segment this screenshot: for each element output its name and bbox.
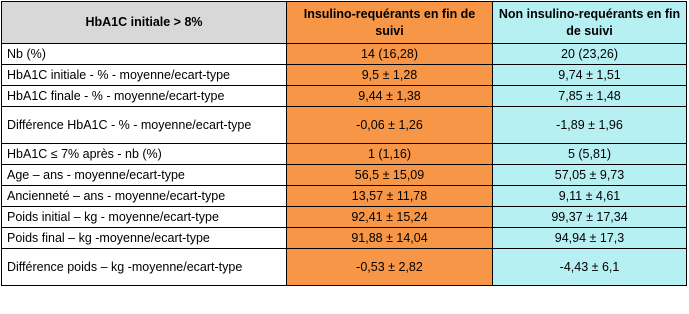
table-row (2, 65, 687, 86)
row-label: Age – ans - moyenne/ecart-type (2, 165, 287, 186)
table-row (2, 144, 687, 165)
non-insulin-cell: 99,37 ± 17,34 (493, 207, 687, 228)
table-row (2, 249, 687, 286)
header-insulin-required: Insulino-requérants en fin de suivi (287, 2, 493, 44)
insulin-cell: 13,57 ± 11,78 (287, 186, 493, 207)
row-label: Poids final – kg -moyenne/ecart-type (2, 228, 287, 249)
results-table (1, 1, 687, 286)
row-label: HbA1C initiale - % - moyenne/ecart-type (2, 65, 287, 86)
non-insulin-cell: 94,94 ± 17,3 (493, 228, 687, 249)
row-label: Nb (%) (2, 44, 287, 65)
insulin-cell: 56,5 ± 15,09 (287, 165, 493, 186)
row-label: Différence HbA1C - % - moyenne/ecart-type (2, 107, 287, 144)
header-non-insulin-required: Non insulino-requérants en fin de suivi (493, 2, 687, 44)
insulin-cell: 9,5 ± 1,28 (287, 65, 493, 86)
non-insulin-cell: -1,89 ± 1,96 (493, 107, 687, 144)
table-row (2, 86, 687, 107)
insulin-cell: 9,44 ± 1,38 (287, 86, 493, 107)
non-insulin-cell: 20 (23,26) (493, 44, 687, 65)
non-insulin-cell: 7,85 ± 1,48 (493, 86, 687, 107)
table-row (2, 228, 687, 249)
insulin-cell: 1 (1,16) (287, 144, 493, 165)
insulin-cell: -0,06 ± 1,26 (287, 107, 493, 144)
insulin-cell: 92,41 ± 15,24 (287, 207, 493, 228)
table-row (2, 165, 687, 186)
insulin-cell: -0,53 ± 2,82 (287, 249, 493, 286)
row-label: Poids initial – kg - moyenne/ecart-type (2, 207, 287, 228)
header-criteria-label: HbA1C initiale > 8% (2, 2, 287, 44)
non-insulin-cell: 9,74 ± 1,51 (493, 65, 687, 86)
row-label: Ancienneté – ans - moyenne/ecart-type (2, 186, 287, 207)
table-row (2, 44, 687, 65)
row-label: Différence poids – kg -moyenne/ecart-type (2, 249, 287, 286)
non-insulin-cell: 5 (5,81) (493, 144, 687, 165)
table-row (2, 186, 687, 207)
row-label: HbA1C ≤ 7% après - nb (%) (2, 144, 287, 165)
table-row (2, 107, 687, 144)
table-header-row (2, 2, 687, 44)
insulin-cell: 91,88 ± 14,04 (287, 228, 493, 249)
non-insulin-cell: 57,05 ± 9,73 (493, 165, 687, 186)
row-label: HbA1C finale - % - moyenne/ecart-type (2, 86, 287, 107)
non-insulin-cell: -4,43 ± 6,1 (493, 249, 687, 286)
non-insulin-cell: 9,11 ± 4,61 (493, 186, 687, 207)
table-row (2, 207, 687, 228)
insulin-cell: 14 (16,28) (287, 44, 493, 65)
